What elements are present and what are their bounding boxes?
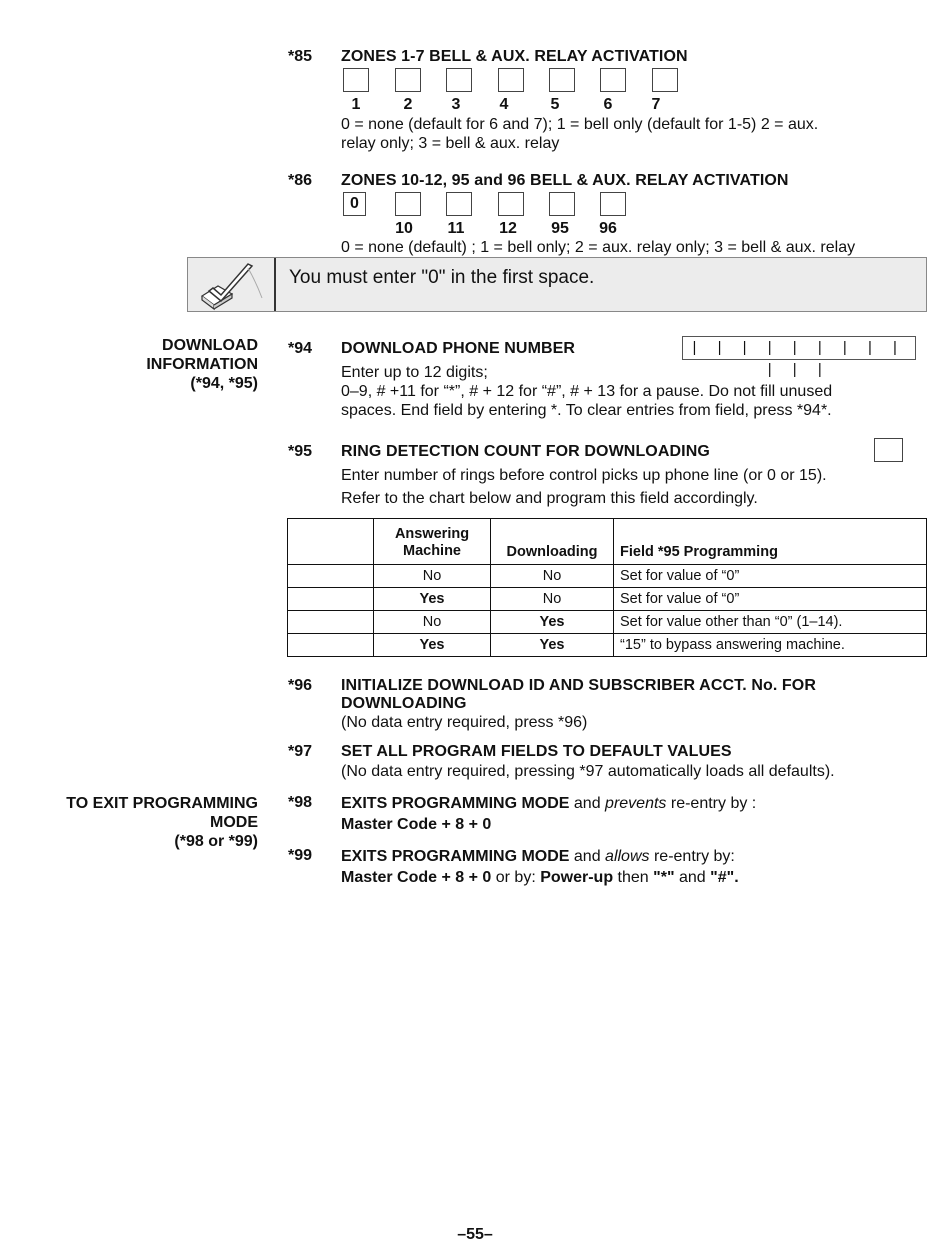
table-cell: Set for value of “0”	[614, 565, 927, 588]
field-code-94: *94	[288, 340, 313, 357]
table-cell	[288, 588, 374, 611]
table-cell: Yes	[491, 611, 614, 634]
zone-box-1[interactable]	[343, 68, 369, 92]
table-header-cell	[288, 519, 374, 565]
zone-label: 6	[603, 96, 613, 113]
zone-box-12[interactable]	[498, 192, 524, 216]
table-cell: Yes	[491, 634, 614, 657]
zone-label: 5	[550, 96, 560, 113]
note-text: You must enter "0" in the first space.	[289, 267, 595, 288]
table-cell: Yes	[374, 588, 491, 611]
zone-label: 10	[395, 220, 413, 237]
zone-label: 3	[451, 96, 461, 113]
zone-box-10[interactable]	[395, 192, 421, 216]
table-header-row	[288, 519, 927, 565]
zone-label: 12	[499, 220, 517, 237]
table-cell	[288, 565, 374, 588]
phone-number-entry-field[interactable]: | | | | | | | | | | | |	[682, 336, 916, 360]
zone-label: 96	[599, 220, 617, 237]
checkmark-icon	[188, 258, 276, 311]
zone-box-96[interactable]	[600, 192, 626, 216]
table-header-cell: Field *95 Programming	[614, 519, 927, 565]
field-desc-85-line2: relay only; 3 = bell & aux. relay	[341, 135, 560, 152]
field-desc-94-line1: Enter up to 12 digits;	[341, 364, 488, 381]
zone-box-11[interactable]	[446, 192, 472, 216]
table-cell	[288, 634, 374, 657]
field-desc-98: Master Code + 8 + 0	[341, 816, 492, 833]
zone-label: 1	[351, 96, 361, 113]
field-code-99: *99	[288, 847, 313, 864]
field-title-96-line2: DOWNLOADING	[341, 695, 467, 712]
zone-box-5[interactable]	[549, 68, 575, 92]
section-label-download: DOWNLOAD INFORMATION (*94, *95)	[146, 337, 258, 392]
zone-box-6[interactable]	[600, 68, 626, 92]
table-header-cell: Answering Machine	[374, 519, 491, 565]
field-title-85: ZONES 1-7 BELL & AUX. RELAY ACTIVATION	[341, 48, 688, 65]
field-title-99: EXITS PROGRAMMING MODE and allows re-entry by:	[341, 848, 735, 865]
zone-box-3[interactable]	[446, 68, 472, 92]
field-desc-96: (No data entry required, press *96)	[341, 714, 588, 731]
field-code-98: *98	[288, 794, 313, 811]
table-cell: No	[491, 588, 614, 611]
field-title-98: EXITS PROGRAMMING MODE and prevents re-entry by :	[341, 795, 757, 812]
field-desc-95-line2: Refer to the chart below and program this field accordingly.	[341, 490, 758, 507]
field-code-97: *97	[288, 743, 313, 760]
zone-box-first[interactable]: 0	[343, 192, 366, 216]
field-code-96: *96	[288, 677, 313, 694]
table-cell: No	[491, 565, 614, 588]
field-title-86: ZONES 10-12, 95 and 96 BELL & AUX. RELAY ACTIVATION	[341, 172, 789, 189]
table-cell: No	[374, 611, 491, 634]
zone-label: 2	[403, 96, 413, 113]
note-box	[187, 257, 927, 312]
table-cell: “15” to bypass answering machine.	[614, 634, 927, 657]
table-row	[288, 611, 927, 634]
field-code-86: *86	[288, 172, 313, 189]
field-desc-86: 0 = none (default) ; 1 = bell only; 2 = aux. relay only; 3 = bell & aux. relay	[341, 239, 856, 256]
field-title-97: SET ALL PROGRAM FIELDS TO DEFAULT VALUES	[341, 743, 732, 760]
ring-count-entry-box[interactable]	[874, 438, 903, 462]
table-cell: Set for value of “0”	[614, 588, 927, 611]
table-cell: Set for value other than “0” (1–14).	[614, 611, 927, 634]
table-row	[288, 565, 927, 588]
field-desc-85-line1: 0 = none (default for 6 and 7); 1 = bell only (default for 1-5) 2 = aux.	[341, 116, 819, 133]
table-header-cell: Downloading	[491, 519, 614, 565]
field-code-95: *95	[288, 443, 313, 460]
field-desc-97: (No data entry required, pressing *97 automatically loads all defaults).	[341, 763, 835, 780]
zone-label: 95	[551, 220, 569, 237]
zone-label: 4	[499, 96, 509, 113]
field-code-85: *85	[288, 48, 313, 65]
field-desc-99: Master Code + 8 + 0 or by: Power-up then "*" and "#".	[341, 869, 739, 886]
field-title-96-line1: INITIALIZE DOWNLOAD ID AND SUBSCRIBER ACCT. No. FOR	[341, 677, 817, 694]
zone-box-2[interactable]	[395, 68, 421, 92]
table-cell: Yes	[374, 634, 491, 657]
field-title-95: RING DETECTION COUNT FOR DOWNLOADING	[341, 443, 710, 460]
field-desc-94-line2: 0–9, # +11 for “*”, # + 12 for “#”, # + 13 for a pause. Do not fill unused	[341, 383, 833, 400]
zone-box-95[interactable]	[549, 192, 575, 216]
zone-label: 11	[447, 220, 465, 237]
field-desc-95-line1: Enter number of rings before control picks up phone line (or 0 or 15).	[341, 467, 827, 484]
zone-label: 7	[651, 96, 661, 113]
table-cell	[288, 611, 374, 634]
section-label-exit: TO EXIT PROGRAMMING MODE (*98 or *99)	[66, 795, 258, 850]
zone-box-7[interactable]	[652, 68, 678, 92]
table-row	[288, 634, 927, 657]
field-desc-94-line3: spaces. End field by entering *. To clear entries from field, press *94*.	[341, 402, 832, 419]
page-number: –55–	[457, 1226, 493, 1243]
ring-detection-table	[287, 518, 927, 657]
table-row	[288, 588, 927, 611]
table-cell: No	[374, 565, 491, 588]
field-title-94: DOWNLOAD PHONE NUMBER	[341, 340, 576, 357]
zone-box-4[interactable]	[498, 68, 524, 92]
